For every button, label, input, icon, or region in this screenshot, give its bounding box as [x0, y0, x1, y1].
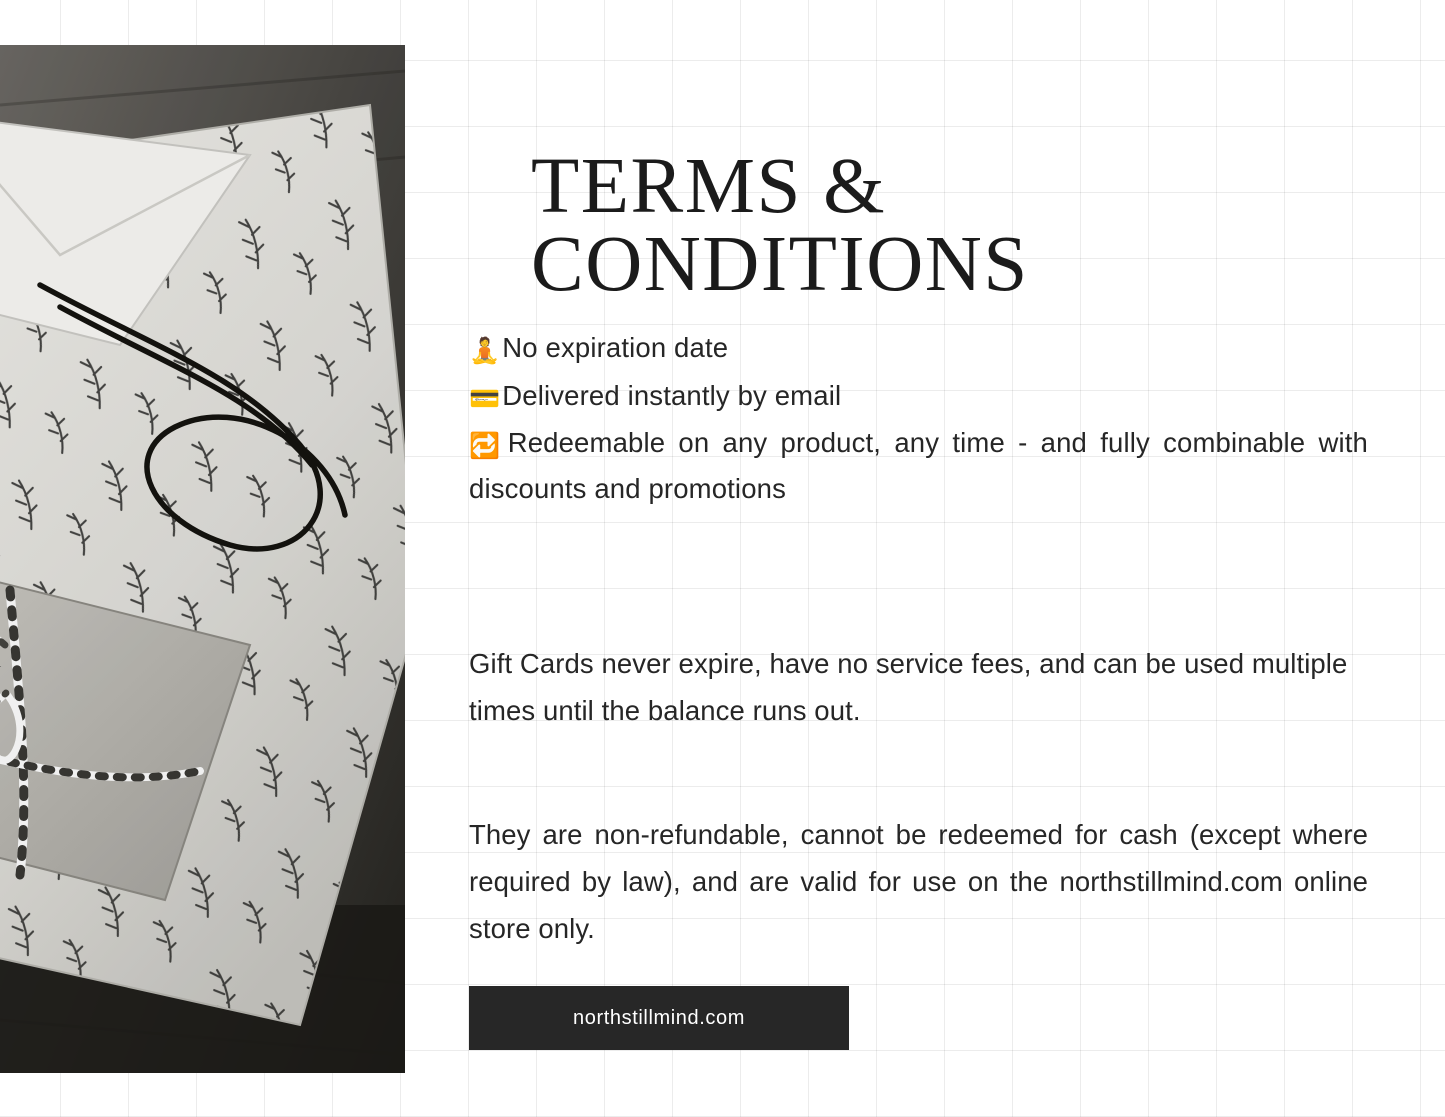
paragraph-refund: They are non-refundable, cannot be redeemed for cash (except where required by law), and are valid for use on the northstillmind.com online store only. — [469, 818, 1368, 945]
list-item-label: Delivered instantly by email — [502, 379, 842, 411]
page-title-line-1: TERMS & — [531, 142, 887, 230]
website-cta-label: northstillmind.com — [573, 1006, 745, 1029]
repeat-arrows-icon: 🔁 — [469, 432, 506, 460]
gift-photo-illustration — [0, 45, 405, 1073]
list-item-label: No expiration date — [502, 332, 729, 363]
page-title-line-2: CONDITIONS — [531, 221, 1029, 309]
list-item — [469, 421, 1368, 511]
person-meditating-icon: 🧘 — [469, 337, 501, 365]
benefits-list — [469, 326, 1369, 513]
content-column — [469, 0, 1379, 1117]
list-item — [469, 326, 1369, 372]
list-item — [469, 374, 1369, 420]
page-title — [531, 142, 1391, 309]
website-cta-button[interactable] — [469, 986, 849, 1050]
paragraph-expiry: Gift Cards never expire, have no service fees, and can be used multiple times until the balance runs out. — [469, 647, 1348, 726]
list-item-label: Redeemable on any product, any time - and fully combinable with discounts and promotions — [469, 427, 1368, 504]
credit-card-icon: 💳 — [469, 384, 501, 413]
gift-photo — [0, 45, 405, 1073]
